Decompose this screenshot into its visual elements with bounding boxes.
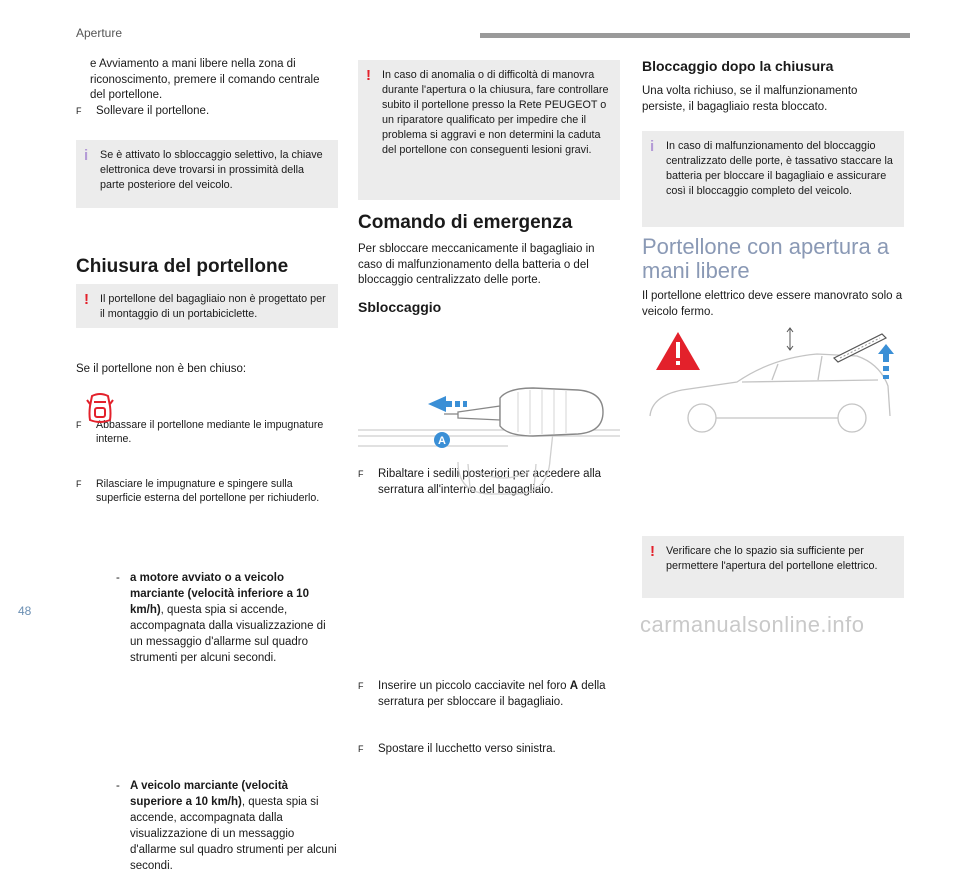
- bullet-insert-screwdriver: [358, 679, 620, 710]
- info-box-selective-unlock: [76, 140, 338, 208]
- dash-item-text: , questa spia si accende, accompagnata dalla visualizzazione di un messaggio d'allarme sul quadro strumenti per alcuni secondi.: [130, 603, 326, 664]
- warning-box-bike-rack: [76, 284, 338, 328]
- info-box-text: In caso di malfunzionamento del bloccaggio centralizzato delle porte, è tassativo staccare la batteria per bloccare il bagagliaio e assicurare così il bloccaggio completo del veicolo.: [666, 140, 893, 197]
- column-3: [642, 0, 904, 572]
- section-label: Aperture: [76, 26, 123, 40]
- diagram-label-a: A: [438, 435, 446, 447]
- bullet-lift: [76, 104, 338, 120]
- watermark: carmanualsonline.info: [640, 612, 865, 637]
- bullet-text-bold: A: [569, 680, 579, 692]
- warning-icon: !: [650, 543, 655, 560]
- bullet-text: Abbassare il portellone mediante le impugnature interne.: [96, 418, 324, 445]
- info-icon: i: [84, 146, 89, 164]
- open-boot-warning-icon: [86, 392, 114, 426]
- warning-box-space: [642, 536, 904, 598]
- dash-item-low-speed: [76, 570, 338, 666]
- page-number: 48: [18, 604, 32, 618]
- info-icon: i: [650, 138, 655, 155]
- warning-box-text: Il portellone del bagagliaio non è progettato per il montaggio di un portabiciclette.: [100, 292, 326, 320]
- hands-free-text: Il portellone elettrico deve essere manovrato solo a veicolo fermo.: [642, 290, 903, 318]
- heading-chiusura: Chiusura del portellone: [76, 256, 289, 277]
- warning-icon: !: [366, 67, 371, 84]
- bullet-marker: F: [76, 478, 82, 489]
- continued-text: e Avviamento a mani libere nella zona di riconoscimento, premere il comando centrale del portellone.: [90, 58, 320, 101]
- bullet-text: della serratura per sbloccare il bagagliaio.: [378, 680, 606, 708]
- emergency-intro: Per sbloccare meccanicamente il bagagliaio in caso di malfunzionamento della batteria o del bloccaggio centralizzato delle porte.: [358, 243, 595, 286]
- dash-item-bold: A veicolo marciante (velocità superiore a 10 km/h): [130, 779, 289, 808]
- bullet-text: Rilasciare le impugnature e spingere sulla superficie esterna del portellone per richiuderlo.: [96, 477, 320, 504]
- dash-marker: -: [116, 571, 120, 584]
- dash-item-text: , questa spia si accende, accompagnata dalla visualizzazione di un messaggio d'allarme sul quadro strumenti per alcuni secondi.: [130, 795, 337, 872]
- bullet-marker: F: [358, 681, 364, 691]
- bullet-release: [76, 477, 338, 506]
- column-2: [358, 0, 620, 755]
- bullet-move-padlock: [358, 742, 620, 758]
- bullet-lower: [76, 418, 338, 447]
- heading-bloccaggio: Bloccaggio dopo la chiusura: [642, 58, 834, 74]
- info-box-central-locking: [642, 131, 904, 227]
- bullet-text: Spostare il lucchetto verso sinistra.: [378, 743, 556, 755]
- bullet-marker: F: [358, 744, 364, 754]
- bullet-text: Ribaltare i sedili posteriori per accedere alla serratura all'interno del bagagliaio.: [378, 468, 602, 496]
- bullet-marker: F: [76, 106, 82, 116]
- dash-item-high-speed: [76, 778, 338, 874]
- heading-emergenza: Comando di emergenza: [358, 212, 573, 233]
- heading-sbloccaggio: Sbloccaggio: [358, 299, 442, 315]
- emergency-unlock-diagram: [358, 372, 620, 502]
- warning-box-text: Verificare che lo spazio sia sufficiente per permettere l'apertura del portellone elettrico.: [666, 545, 878, 572]
- warning-icon: !: [84, 290, 89, 308]
- tailgate-clearance-diagram: [642, 324, 904, 434]
- warning-box-anomaly: [358, 60, 620, 200]
- bullet-marker: F: [76, 419, 82, 430]
- not-closed-text: Se il portellone non è ben chiuso:: [76, 363, 247, 375]
- warning-box-text: In caso di anomalia o di difficoltà di manovra durante l'apertura o la chiusura, fare controllare subito il portellone presso la Rete PEUGEOT o un riparatore qualificato per impedire che il problema si aggravi e non determini la caduta del portellone con conseguenti lesioni gravi.: [382, 69, 609, 156]
- bullet-text: Sollevare il portellone.: [96, 105, 210, 117]
- info-box-text: Se è attivato lo sbloccaggio selettivo, la chiave elettronica deve trovarsi in prossimità della parte posteriore del veicolo.: [100, 148, 323, 191]
- column-1: [76, 0, 338, 872]
- bullet-marker: F: [358, 469, 364, 479]
- dash-marker: -: [116, 779, 120, 792]
- bullet-text: Inserire un piccolo cacciavite nel foro: [378, 680, 570, 692]
- dash-item-bold: a motore avviato o a veicolo marciante (velocità inferiore a 10 km/h): [130, 571, 309, 616]
- lock-after-close-text: Una volta richiuso, se il malfunzionamento persiste, il bagagliaio resta bloccato.: [642, 85, 858, 113]
- heading-hands-free-tailgate: Portellone con apertura a mani libere: [642, 234, 890, 283]
